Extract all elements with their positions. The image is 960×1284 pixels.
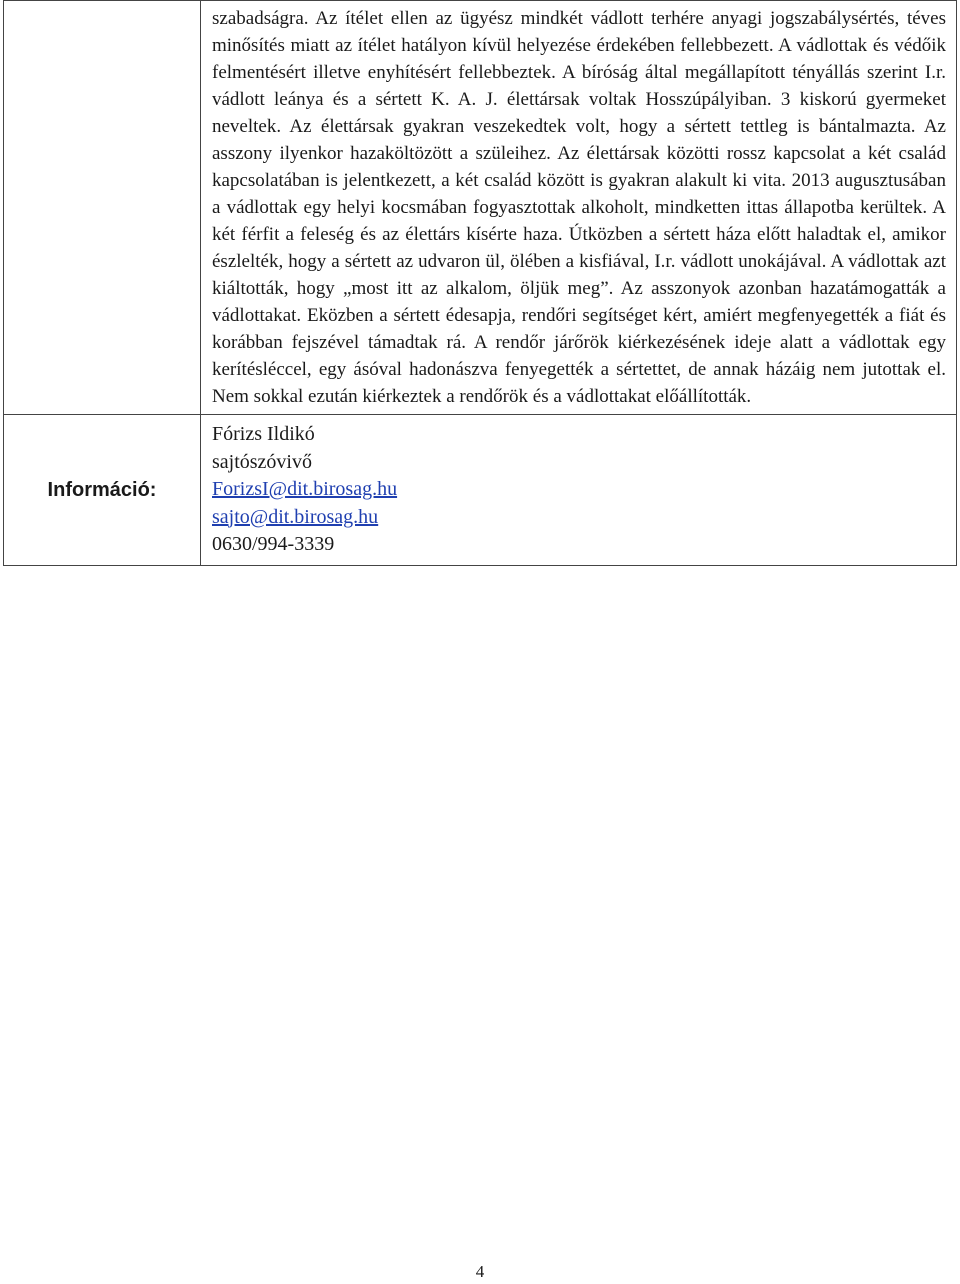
contact-info-cell bbox=[201, 415, 957, 566]
information-label-cell bbox=[4, 415, 201, 566]
contact-name: Fórizs Ildikó bbox=[212, 423, 315, 445]
row-label-cell-empty bbox=[4, 1, 201, 415]
contact-email-link-1[interactable]: ForizsI@dit.birosag.hu bbox=[212, 478, 398, 500]
contact-email-link-2[interactable]: sajto@dit.birosag.hu bbox=[212, 505, 379, 528]
contact-role: sajtószóvivő bbox=[212, 450, 312, 473]
table-row-case-description bbox=[4, 1, 957, 415]
information-label: Információ: bbox=[47, 478, 157, 501]
table-row-information bbox=[4, 415, 957, 566]
document-table bbox=[3, 0, 957, 566]
contact-phone: 0630/994-3339 bbox=[212, 533, 335, 555]
page-number: 4 bbox=[475, 1262, 485, 1281]
case-description-text: szabadságra. Az ítélet ellen az ügyész mindkét vádlott terhére anyagi jogszabálysértés, téves minősítés miatt az ítélet hatályon kívül helyezése érdekében fellebbezett. A vádlottak és védőik felmentésért illetve enyhítésért fellebbeztek. A bíróság által megállapított tényállás szerint I.r. vádlott leánya és a sértett K. A. J. élettársak voltak Hosszúpályiban. 3 kiskorú gyermeket neveltek. Az élettársak gyakran veszekedtek volt, hogy a sértett tettleg is bántalmazta. Az asszony ilyenkor hazaköltözött a szüleihez. Az élettársak közötti rossz kapcsolat a két család kapcsolatában is jelentkezett, a két család között is gyakran alakult ki vita. 2013 augusztusában a vádlottak egy helyi kocsmában fogyasztottak alkoholt, mindketten ittas állapotba kerültek. A két férfit a feleség és az élettárs kísérte haza. Útközben a sértett háza előtt haladtak el, amikor észlelték, hogy a sértett az udvaron ül, ölében a kisfiával, I.r. vádlott unokájával. A vádlottak azt kiáltották, hogy „most itt az alkalom, öljük meg”. Az asszonyok azonban hazatámogatták a vádlottakat. Eközben a sértett édesapja, rendőri segítséget kért, amiért megfenyegették a fiát és korábban fejszével támadtak rá. A rendőr járőrök kiérkezésének ideje alatt a vádlottak egy kerítésléccel, egy ásóval hadonászva fenyegették a sértettet, de annak házáig nem jutottak el. Nem sokkal ezután kiérkeztek a rendőrök és a vádlottakat előállították. bbox=[201, 1, 957, 415]
